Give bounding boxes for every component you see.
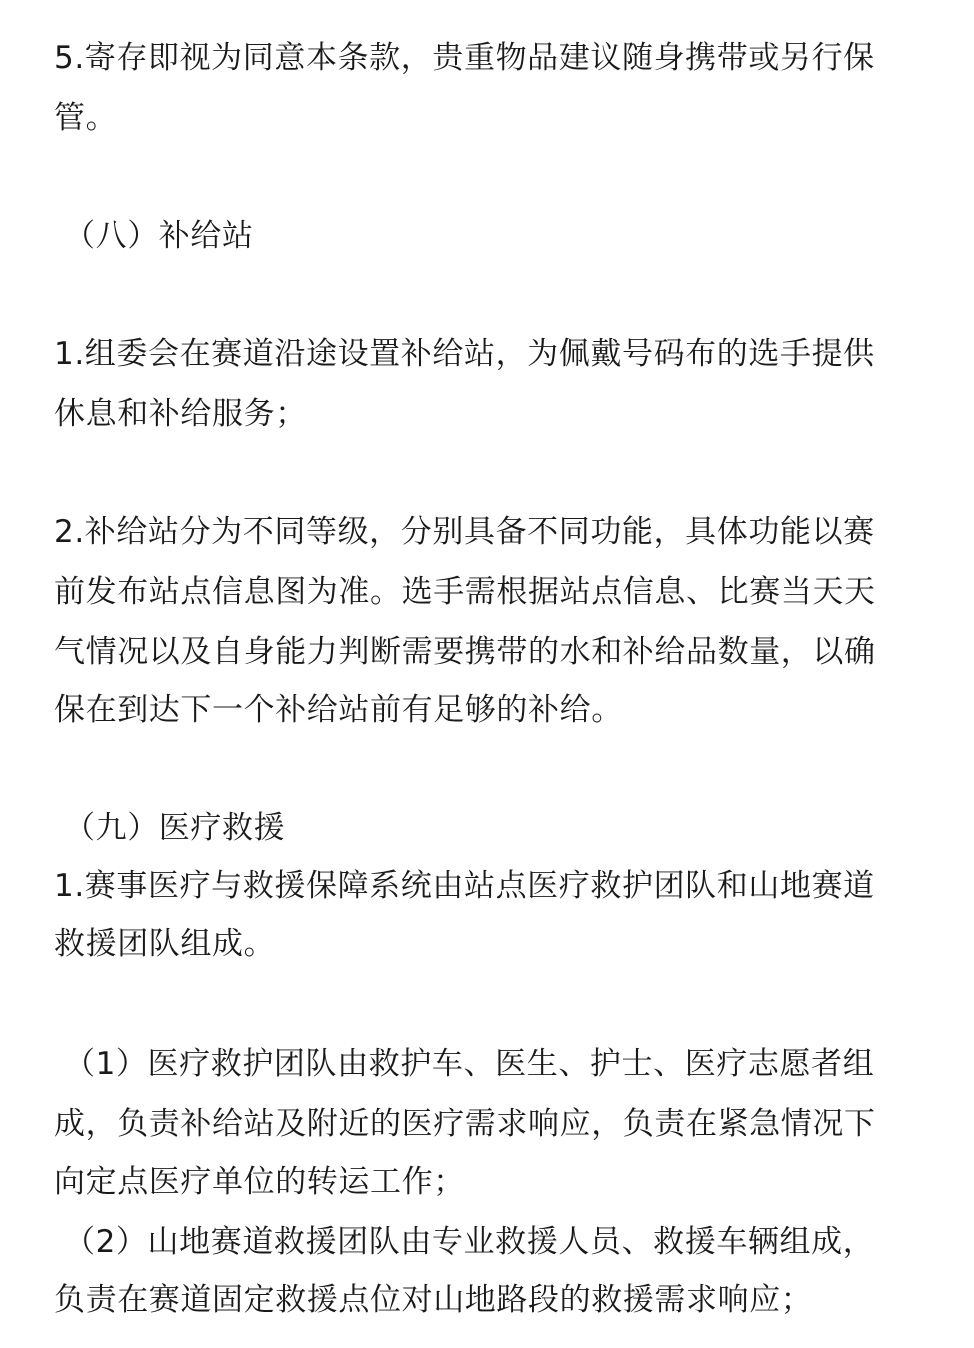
paragraph-line: 救援团队组成。 (54, 926, 276, 962)
paragraph-line: 气情况以及自身能力判断需要携带的水和补给品数量，以确 (54, 634, 876, 670)
section-heading: （九）医疗救援 (64, 810, 286, 846)
paragraph-line: 1.组委会在赛道沿途设置补给站，为佩戴号码布的选手提供 (54, 336, 875, 372)
paragraph-line: 负责在赛道固定救援点位对山地路段的救援需求响应； (54, 1282, 813, 1318)
paragraph-line: 管。 (54, 100, 118, 136)
paragraph-line: 2.补给站分为不同等级，分别具备不同功能，具体功能以赛 (54, 514, 875, 550)
section-heading: （八）补给站 (64, 218, 254, 254)
paragraph-line: 休息和补给服务； (54, 396, 307, 432)
paragraph-line: 成，负责补给站及附近的医疗需求响应，负责在紧急情况下 (54, 1106, 876, 1142)
paragraph-line: 5.寄存即视为同意本条款，贵重物品建议随身携带或另行保 (54, 40, 875, 76)
paragraph-line: 向定点医疗单位的转运工作； (54, 1164, 465, 1200)
paragraph-line: （1）医疗救护团队由救护车、医生、护士、医疗志愿者组 (64, 1046, 875, 1082)
paragraph-line: 保在到达下一个补给站前有足够的补给。 (54, 692, 623, 728)
paragraph-line: 前发布站点信息图为准。选手需根据站点信息、比赛当天天 (54, 574, 876, 610)
paragraph-line: 1.赛事医疗与救援保障系统由站点医疗救护团队和山地赛道 (54, 868, 875, 904)
paragraph-line: （2）山地赛道救援团队由专业救援人员、救援车辆组成， (64, 1224, 875, 1260)
